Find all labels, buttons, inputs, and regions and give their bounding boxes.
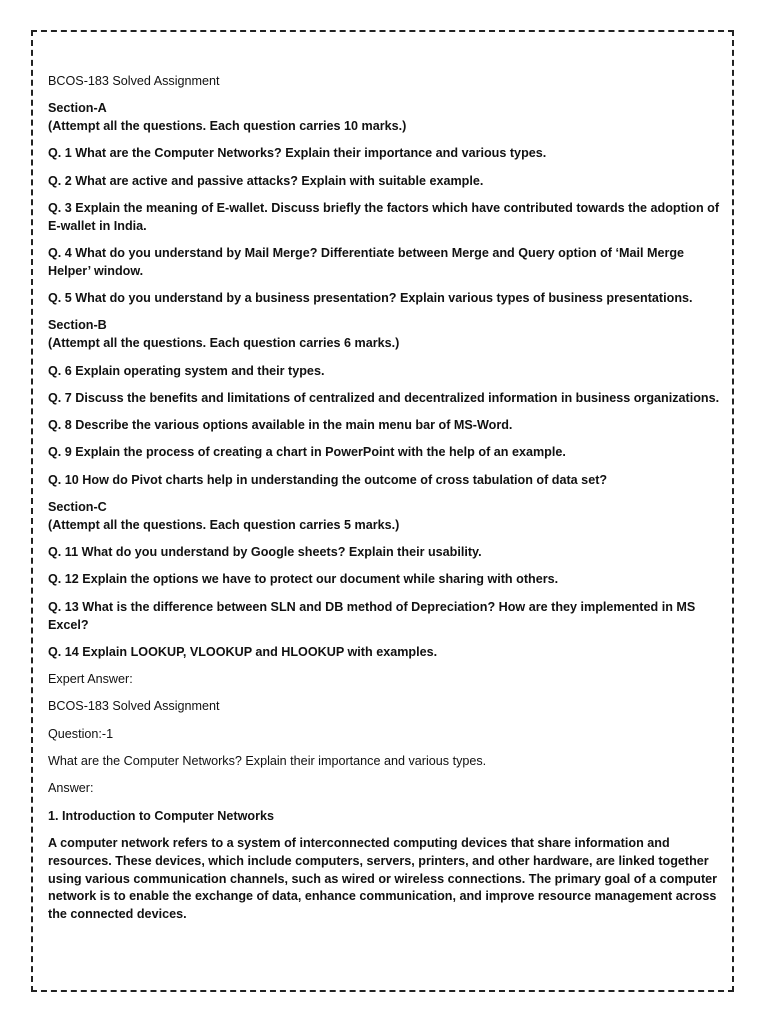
question-9: Q. 9 Explain the process of creating a chart in PowerPoint with the help of an example.	[48, 445, 566, 460]
page-frame	[31, 30, 734, 992]
section-c-heading: Section-C	[48, 500, 107, 515]
question-text: What are the Computer Networks? Explain their importance and various types.	[48, 754, 487, 769]
question-8: Q. 8 Describe the various options available in the main menu bar of MS-Word.	[48, 418, 513, 433]
expert-answer-label: Expert Answer:	[48, 672, 133, 687]
answer-doc-title: BCOS-183 Solved Assignment	[48, 699, 220, 714]
section-b-instruction: (Attempt all the questions. Each question carries 6 marks.)	[48, 336, 400, 351]
section-b-heading: Section-B	[48, 318, 107, 333]
question-14: Q. 14 Explain LOOKUP, VLOOKUP and HLOOKUP with examples.	[48, 644, 438, 659]
section-a-instruction: (Attempt all the questions. Each question carries 10 marks.)	[48, 119, 407, 134]
question-13: Q. 13 What is the difference between SLN and DB method of Depreciation? How are they implemented in MS Excel?	[48, 599, 696, 632]
question-3: Q. 3 Explain the meaning of E-wallet. Discuss briefly the factors which have contributed towards the adoption of E-wallet in India.	[48, 200, 720, 233]
question-label: Question:-1	[48, 726, 114, 741]
intro-heading: 1. Introduction to Computer Networks	[48, 808, 274, 823]
intro-paragraph: A computer network refers to a system of interconnected computing devices that share information and resources. These devices, which include computers, servers, printers, and other hardware, are linked together using various communication channels, such as wired or wireless connections. The primary goal of a computer network is to enable the exchange of data, enhance communication, and improve resource management across the connected devices.	[48, 835, 718, 922]
question-2: Q. 2 What are active and passive attacks? Explain with suitable example.	[48, 173, 484, 188]
question-1: Q. 1 What are the Computer Networks? Explain their importance and various types.	[48, 146, 547, 161]
question-12: Q. 12 Explain the options we have to protect our document while sharing with others.	[48, 572, 559, 587]
question-11: Q. 11 What do you understand by Google sheets? Explain their usability.	[48, 545, 482, 560]
section-c-instruction: (Attempt all the questions. Each question carries 5 marks.)	[48, 517, 400, 532]
question-4: Q. 4 What do you understand by Mail Merge? Differentiate between Merge and Query option of ‘Mail Merge Helper’ window.	[48, 246, 685, 278]
answer-label: Answer:	[48, 781, 94, 796]
question-10: Q. 10 How do Pivot charts help in understanding the outcome of cross tabulation of data set?	[48, 472, 608, 487]
section-a-heading: Section-A	[48, 101, 107, 116]
document-body	[48, 73, 720, 924]
question-6: Q. 6 Explain operating system and their types.	[48, 363, 325, 378]
question-7: Q. 7 Discuss the benefits and limitations of centralized and decentralized information in business organizations.	[48, 390, 720, 405]
question-5: Q. 5 What do you understand by a business presentation? Explain various types of business presentations.	[48, 291, 693, 306]
doc-title: BCOS-183 Solved Assignment	[48, 74, 220, 88]
